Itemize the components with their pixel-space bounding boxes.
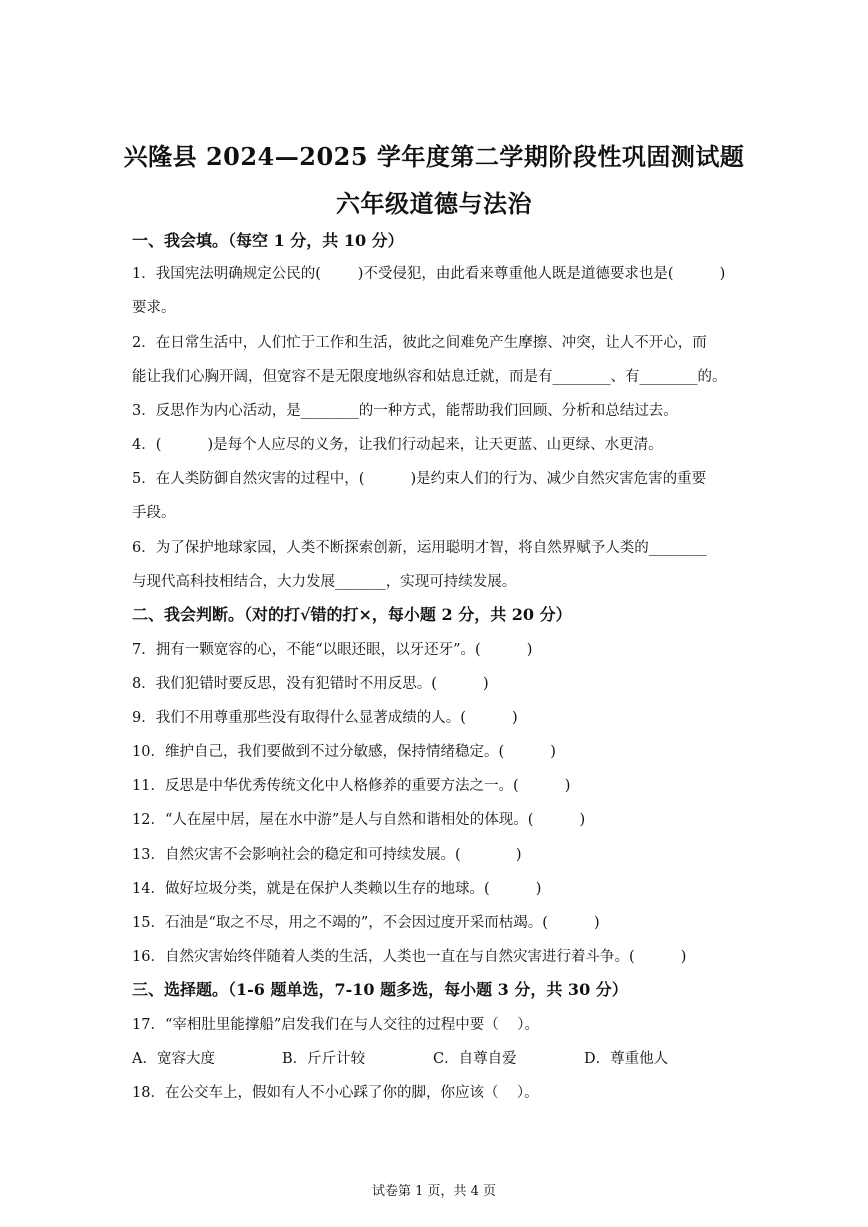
option-a: A．宽容大度 [132,1051,215,1067]
question-line: 能让我们心胸开阔，但宽容不是无限度地纵容和姑息迁就，而是有________、有________的。 [132,369,727,385]
question-line: 6．为了保护地球家园，人类不断探索创新，运用聪明才智，将自然界赋予人类的________ [132,540,707,556]
question-line: 手段。 [132,505,176,521]
question-line: 1．我国宪法明确规定公民的( )不受侵犯，由此看来尊重他人既是道德要求也是( ) [132,266,726,282]
exam-subtitle: 六年级道德与法治 [336,189,532,218]
question-line: 5．在人类防御自然灾害的过程中，( )是约束人们的行为、减少自然灾害危害的重要 [132,471,707,487]
option-c: C．自尊自爱 [433,1051,517,1067]
question-line: 11．反思是中华优秀传统文化中人格修养的重要方法之一。( ) [132,778,571,794]
question-line: 10．维护自己，我们要做到不过分敏感，保持情绪稳定。( ) [132,744,556,760]
exam-title: 兴隆县 2024—2025 学年度第二学期阶段性巩固测试题 [123,142,745,171]
question-line: 与现代高科技相结合，大力发展_______，实现可持续发展。 [132,574,517,590]
section-heading: 一、我会填。（每空 1 分，共 10 分） [132,231,404,250]
question-line: 15．石油是“取之不尽，用之不竭的”，不会因过度开采而枯竭。( ) [132,915,600,931]
question-line: 4．( )是每个人应尽的义务，让我们行动起来，让天更蓝、山更绿、水更清。 [132,437,663,453]
question-line: 9．我们不用尊重那些没有取得什么显著成绩的人。( ) [132,710,518,726]
question-line: 18．在公交车上，假如有人不小心踩了你的脚，你应该（ ）。 [132,1085,539,1101]
section-heading: 三、选择题。（1-6 题单选，7-10 题多选，每小题 3 分，共 30 分） [132,980,628,999]
question-line: 3．反思作为内心活动，是________的一种方式，能帮助我们回顾、分析和总结过去。 [132,403,678,419]
section-heading: 二、我会判断。（对的打√错的打×，每小题 2 分，共 20 分） [132,605,572,624]
page-footer: 试卷第 1 页，共 4 页 [371,1184,497,1199]
question-line: 13．自然灾害不会影响社会的稳定和可持续发展。( ) [132,847,522,863]
question-line: 要求。 [132,300,176,316]
question-line: 7．拥有一颗宽容的心，不能“以眼还眼，以牙还牙”。( ) [132,642,533,658]
question-line: 2．在日常生活中，人们忙于工作和生活，彼此之间难免产生摩擦、冲突，让人不开心，而 [132,335,707,351]
question-line: 8．我们犯错时要反思，没有犯错时不用反思。( ) [132,676,489,692]
option-d: D．尊重他人 [584,1051,669,1067]
question-line: 12．“人在屋中居，屋在水中游”是人与自然和谐相处的体现。( ) [132,812,586,828]
option-b: B．斤斤计较 [282,1051,366,1067]
question-line: 17．“宰相肚里能撑船”启发我们在与人交往的过程中要（ ）。 [132,1017,539,1033]
question-line: 16．自然灾害始终伴随着人类的生活，人类也一直在与自然灾害进行着斗争。( ) [132,949,687,965]
question-line: 14．做好垃圾分类，就是在保护人类赖以生存的地球。( ) [132,881,542,897]
